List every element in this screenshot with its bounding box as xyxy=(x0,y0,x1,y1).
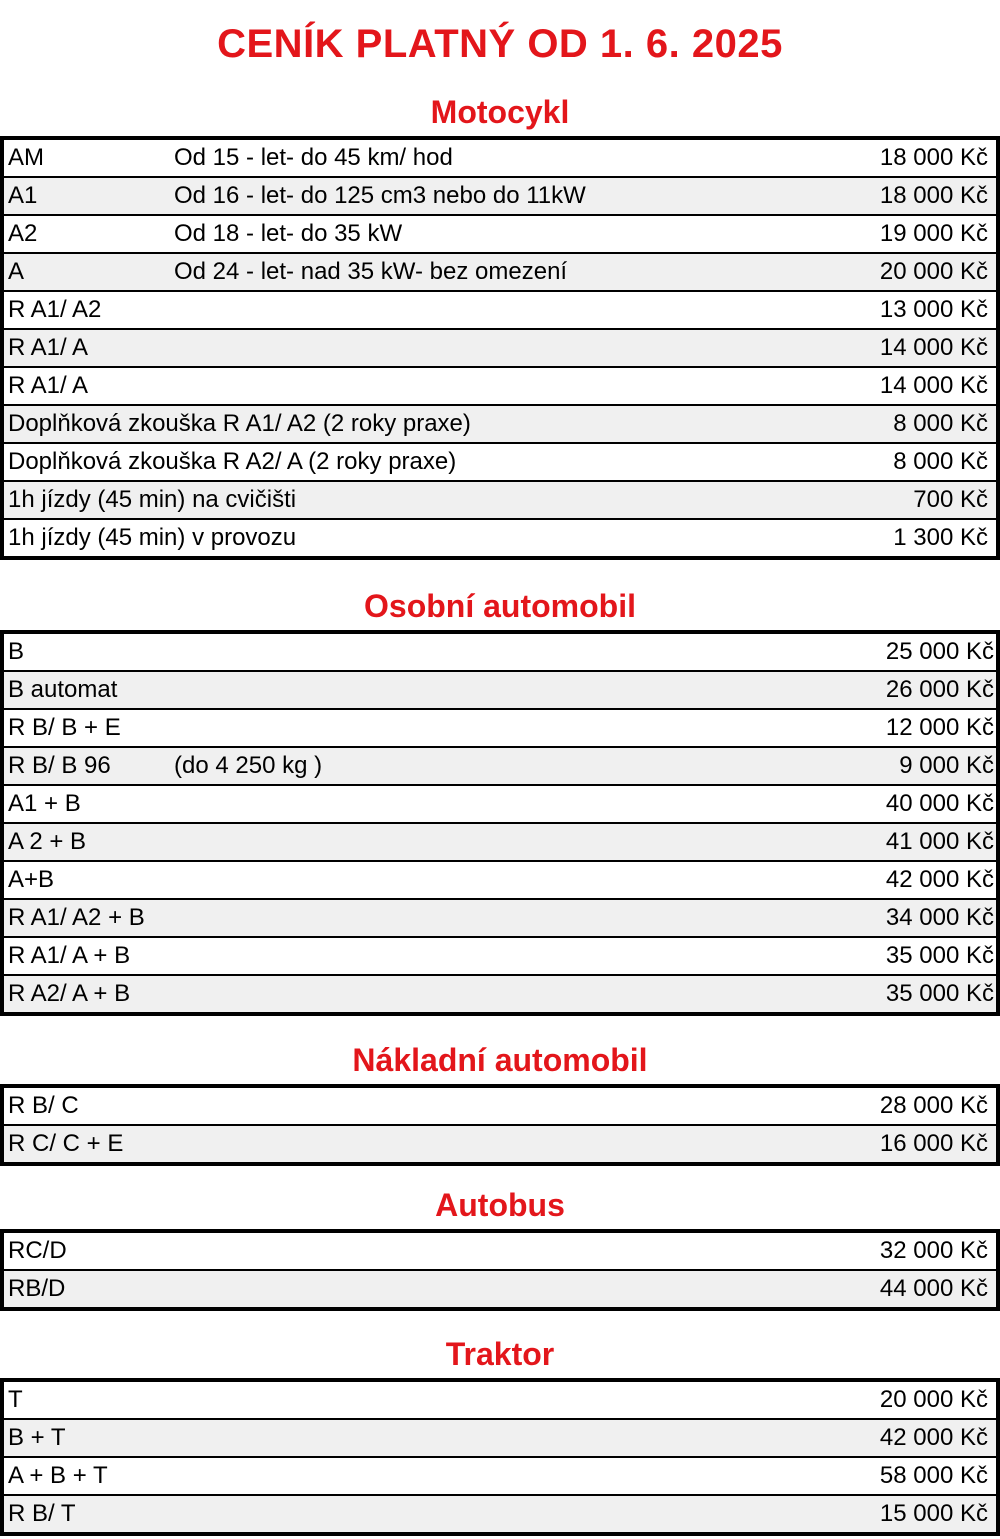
row-price: 35 000 Kč xyxy=(885,942,994,969)
row-description: (do 4 250 kg ) xyxy=(174,752,323,779)
row-price: 40 000 Kč xyxy=(885,790,994,817)
row-code: A + B + T xyxy=(8,1462,108,1489)
row-code: B + T xyxy=(8,1424,66,1451)
table-autobus xyxy=(0,1229,1000,1311)
row-code: R A1/ A xyxy=(8,372,89,399)
table-row xyxy=(4,748,996,784)
row-price: 44 000 Kč xyxy=(879,1275,988,1302)
row-code: A+B xyxy=(8,866,55,893)
row-code: R B/ C xyxy=(8,1092,79,1119)
row-price: 9 000 Kč xyxy=(899,752,994,779)
table-row xyxy=(4,140,996,176)
table-row xyxy=(4,368,996,404)
table-row xyxy=(4,672,996,708)
table-row xyxy=(4,444,996,480)
row-code: A1 xyxy=(8,182,38,209)
row-price: 42 000 Kč xyxy=(885,866,994,893)
table-row xyxy=(4,482,996,518)
row-code: R A1/ A xyxy=(8,334,89,361)
table-traktor xyxy=(0,1378,1000,1536)
row-code: R B/ T xyxy=(8,1500,76,1527)
table-row xyxy=(4,330,996,366)
table-osobni-automobil xyxy=(0,630,1000,1016)
row-price: 32 000 Kč xyxy=(879,1237,988,1264)
row-code: B automat xyxy=(8,676,118,703)
row-price: 26 000 Kč xyxy=(885,676,994,703)
row-price: 700 Kč xyxy=(913,486,988,513)
row-code: 1h jízdy (45 min) na cvičišti xyxy=(8,486,297,513)
table-row xyxy=(4,976,996,1012)
row-price: 20 000 Kč xyxy=(879,1386,988,1413)
section-title-motocykl: Motocykl xyxy=(430,94,570,130)
row-price: 20 000 Kč xyxy=(879,258,988,285)
table-row xyxy=(4,178,996,214)
row-price: 8 000 Kč xyxy=(893,410,988,437)
table-row xyxy=(4,254,996,290)
row-price: 15 000 Kč xyxy=(879,1500,988,1527)
table-row xyxy=(4,292,996,328)
section-title-nakladni-automobil: Nákladní automobil xyxy=(352,1042,648,1078)
row-description: Od 18 - let- do 35 kW xyxy=(174,220,403,247)
row-code: A2 xyxy=(8,220,38,247)
row-code: R A2/ A + B xyxy=(8,980,131,1007)
row-description: Od 15 - let- do 45 km/ hod xyxy=(174,144,453,171)
row-price: 13 000 Kč xyxy=(879,296,988,323)
row-code: R C/ C + E xyxy=(8,1130,124,1157)
table-row xyxy=(4,938,996,974)
table-row xyxy=(4,824,996,860)
row-code: T xyxy=(8,1386,23,1413)
row-price: 14 000 Kč xyxy=(879,334,988,361)
section-title-osobni-automobil: Osobní automobil xyxy=(364,588,636,624)
row-price: 19 000 Kč xyxy=(879,220,988,247)
row-price: 28 000 Kč xyxy=(879,1092,988,1119)
table-row xyxy=(4,1126,996,1162)
row-code: A xyxy=(8,258,25,285)
table-motocykl xyxy=(0,136,1000,560)
table-row xyxy=(4,1382,996,1418)
table-row xyxy=(4,1496,996,1532)
row-code: A 2 + B xyxy=(8,828,87,855)
table-row xyxy=(4,1271,996,1307)
table-row xyxy=(4,634,996,670)
row-price: 14 000 Kč xyxy=(879,372,988,399)
table-row xyxy=(4,1420,996,1456)
row-price: 35 000 Kč xyxy=(885,980,994,1007)
table-row xyxy=(4,900,996,936)
table-nakladni-automobil xyxy=(0,1084,1000,1166)
row-code: B xyxy=(8,638,25,665)
section-title-traktor: Traktor xyxy=(445,1336,555,1372)
row-price: 18 000 Kč xyxy=(879,182,988,209)
row-price: 1 300 Kč xyxy=(893,524,988,551)
row-description: Od 16 - let- do 125 cm3 nebo do 11kW xyxy=(174,182,586,209)
row-price: 58 000 Kč xyxy=(879,1462,988,1489)
table-row xyxy=(4,862,996,898)
row-code: RC/D xyxy=(8,1237,67,1264)
row-price: 41 000 Kč xyxy=(885,828,994,855)
table-row xyxy=(4,520,996,556)
row-description: Od 24 - let- nad 35 kW- bez omezení xyxy=(174,258,568,285)
row-price: 12 000 Kč xyxy=(885,714,994,741)
table-row xyxy=(4,1088,996,1124)
table-row xyxy=(4,1233,996,1269)
row-code: RB/D xyxy=(8,1275,66,1302)
row-code: Doplňková zkouška R A1/ A2 (2 roky praxe) xyxy=(8,410,471,437)
row-price: 16 000 Kč xyxy=(879,1130,988,1157)
row-code: R A1/ A2 xyxy=(8,296,102,323)
row-code: Doplňková zkouška R A2/ A (2 roky praxe) xyxy=(8,448,457,475)
row-code: 1h jízdy (45 min) v provozu xyxy=(8,524,297,551)
table-row xyxy=(4,1458,996,1494)
row-code: A1 + B xyxy=(8,790,81,817)
row-price: 42 000 Kč xyxy=(879,1424,988,1451)
row-price: 25 000 Kč xyxy=(885,638,994,665)
row-code: R B/ B 96 xyxy=(8,752,111,779)
row-code: R B/ B + E xyxy=(8,714,121,741)
row-code: R A1/ A + B xyxy=(8,942,131,969)
table-row xyxy=(4,216,996,252)
table-row xyxy=(4,406,996,442)
section-title-autobus: Autobus xyxy=(435,1187,565,1223)
table-row xyxy=(4,786,996,822)
row-price: 18 000 Kč xyxy=(879,144,988,171)
page-title: CENÍK PLATNÝ OD 1. 6. 2025 xyxy=(217,22,783,66)
table-row xyxy=(4,710,996,746)
row-price: 8 000 Kč xyxy=(893,448,988,475)
row-code: AM xyxy=(8,144,44,171)
row-price: 34 000 Kč xyxy=(885,904,994,931)
row-code: R A1/ A2 + B xyxy=(8,904,145,931)
